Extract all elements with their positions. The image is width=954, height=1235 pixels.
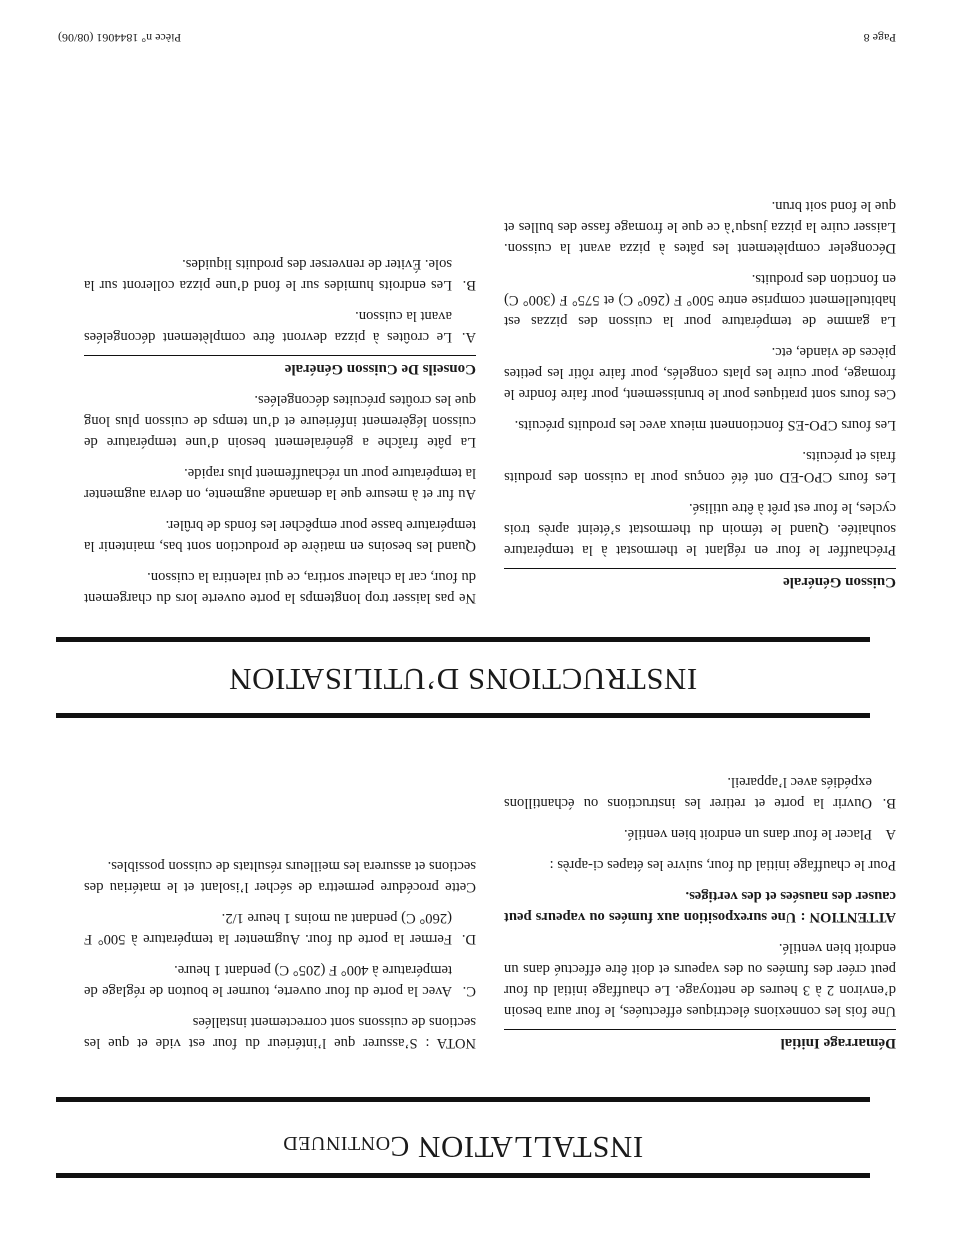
paragraph: Une fois les connexions électriques effectuées, le four aura besoin d’environ 2 à 3 heures de nettoyage. Le chauffage initial du four peut créer des fumées ou des vapeurs et doit être effectué dans un endroit bien ventilé. [504, 940, 896, 1019]
top-rule [56, 1173, 870, 1178]
paragraph: La gamme de température pour la cuisson des pizzas est habituellement comprise entre 500° F (260° C) et 575° F (300° C) en fonction des produits. [504, 271, 896, 329]
page-number: Page 8 [863, 31, 896, 45]
installation-subtitle: Continued [282, 1130, 410, 1161]
item-label: A [885, 826, 896, 842]
instructions-left-column [504, 185, 896, 592]
list-item [84, 305, 476, 347]
paragraph: Ne pas laisser trop longtemps la porte ouverte lors du chargement du four, car la chaleur sortira, ce qui ralentira la cuisson. [84, 569, 476, 606]
part-number: Pièce n° 1844061 (08/06) [58, 31, 182, 45]
list-item [84, 253, 476, 295]
list-item [84, 959, 476, 1001]
paragraph: Préchauffer le four en réglant le thermostat à la température souhaitée. Quand le témoin du thermostat s’éteint après trois cycles, le four est prêt à être utilisé. [504, 500, 896, 558]
installation-left-column [504, 761, 896, 1053]
list-item [84, 907, 476, 949]
paragraph: Décongeler complètement les pâtes à pizza avant la cuisson. Laisser cuire la pizza jusqu’à ce que le fromage fasse des bulles et que le fond soit brun. [504, 198, 896, 256]
item-text: Avec la porte du four ouverte, tourner le bouton de réglage de température à 400° F (205° C) pendant 1 heure. [84, 962, 452, 999]
heading-conseils: Conseils De Cuisson Générale [84, 355, 476, 379]
item-text: Placer le four dans un endroit bien ventilé. [623, 826, 872, 842]
installation-rule [56, 1097, 870, 1102]
installation-title-text: INSTALLATION [417, 1130, 644, 1165]
paragraph: Pour le chauffage initial du four, suivre les étapes ci-après : [549, 857, 896, 873]
item-text: Fermer la porte du four. Augmenter la température à 500° F (260° C) pendant au moins 1 heure 1/2. [84, 910, 452, 947]
list-item [504, 771, 896, 813]
warning-text: ATTENTION : Une surexposition aux fumées ou vapeurs peut causer des nausées et des vertiges. [504, 888, 896, 925]
item-label: D. [461, 931, 476, 947]
paragraph: Les fours CPO-ES fonctionnent mieux avec les produits précuits. [514, 417, 896, 433]
item-label: A. [461, 329, 476, 345]
instructions-top-rule [56, 713, 870, 718]
nota-text: NOTA : S’assurer que l’intérieur du four est vide et que les sections de cuissons sont correctement installées [84, 1014, 476, 1051]
paragraph: Les fours CPO-ED ont été conçus pour la cuisson des produits frais et précuits. [504, 448, 896, 485]
instructions-title: INSTRUCTIONS D’UTILISATION [228, 662, 698, 697]
item-label: B. [882, 795, 896, 811]
item-label: B. [462, 277, 476, 293]
paragraph: Quand les besoins en matière de production sont bas, maintenir la température basse pour empêcher les fonds de brûler. [84, 517, 476, 554]
installation-title [56, 1129, 870, 1165]
paragraph: Au fur et à mesure que la demande augmente, on devra augmenter la température pour un réchauffement plus rapide. [84, 465, 476, 502]
item-text: Les endroits humides sur le fond d’une pizza colleront sur la sole. Éviter de renverser des produits liquides. [84, 256, 452, 293]
item-label: C. [462, 983, 476, 999]
paragraph: La pâte fraîche a généralement besoin d’une température de cuisson légèrement inférieure et d’un temps de cuisson plus long que les croûtes précuites décongelées. [84, 392, 476, 450]
heading-cuisson-generale: Cuisson Générale [504, 568, 896, 592]
instructions-right-column [84, 243, 476, 608]
installation-right-column [84, 845, 476, 1053]
item-text: Le croûtes à pizza devront être complètement décongelées avant la cuisson. [84, 308, 452, 345]
list-item [504, 823, 896, 844]
item-text: Ouvrir la porte et retirer les instructions ou échantillons expédiés avec l’appareil. [504, 774, 872, 811]
heading-demarrage: Démarrage Initial [504, 1029, 896, 1053]
paragraph: Ces fours sont pratiques pour le brunissement, pour faire fondre le fromage, pour cuire les plats congelés, pour faire rôtir les petites pièces de viande, etc. [504, 344, 896, 402]
instructions-rule [56, 637, 870, 642]
paragraph: Cette procédure permettra de sécher l’isolant et le matériau des sections et assurera les meilleurs résultats de cuisson possibles. [84, 858, 476, 895]
